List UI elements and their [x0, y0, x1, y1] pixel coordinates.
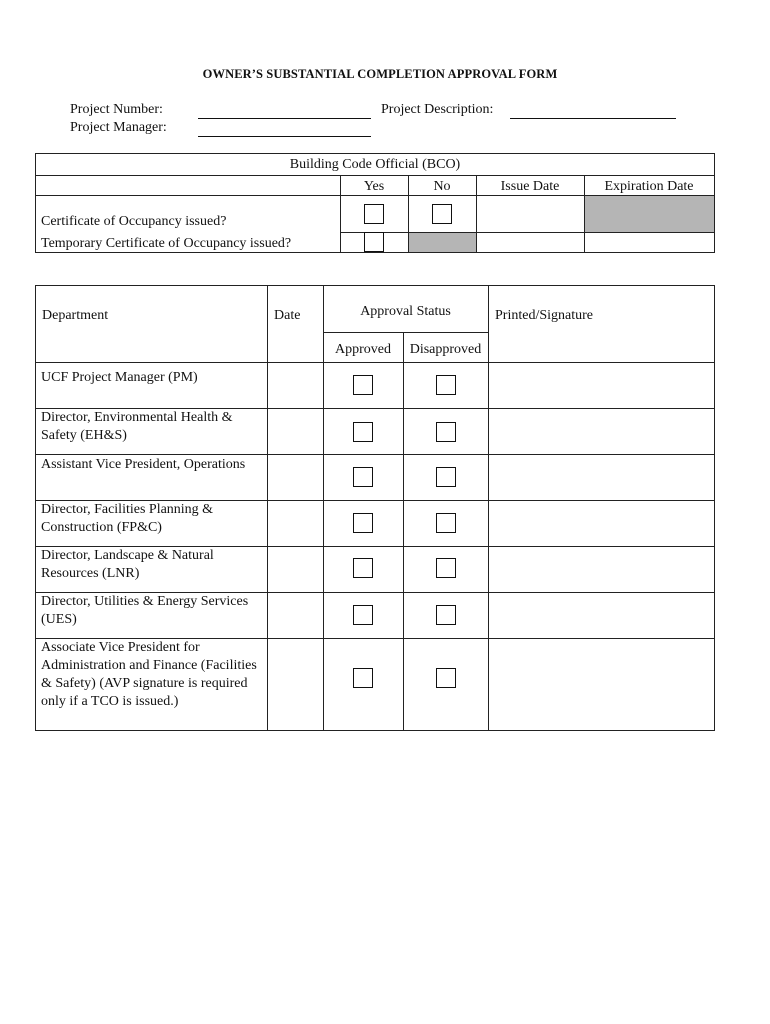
tco-issued-label: Temporary Certificate of Occupancy issued?	[41, 236, 292, 251]
lnr-disapproved-checkbox[interactable]	[436, 558, 456, 578]
department-lnr: Director, Landscape & Natural Resources (LNR)	[41, 548, 214, 581]
co-issued-label: Certificate of Occupancy issued?	[41, 214, 227, 229]
department-fpc: Director, Facilities Planning & Construction (FP&C)	[41, 502, 214, 535]
pm-disapproved-checkbox[interactable]	[436, 375, 456, 395]
col-date: Date	[274, 308, 301, 323]
project-number-label: Project Number:	[70, 102, 163, 117]
pm-approved-checkbox[interactable]	[353, 375, 373, 395]
avp-admin-approved-checkbox[interactable]	[353, 668, 373, 688]
bco-col-no: No	[433, 179, 451, 194]
project-description-field[interactable]	[510, 118, 676, 119]
ehs-disapproved-checkbox[interactable]	[436, 422, 456, 442]
avp-operations-disapproved-checkbox[interactable]	[436, 467, 456, 487]
form-title: OWNER’S SUBSTANTIAL COMPLETION APPROVAL FORM	[202, 67, 558, 81]
project-description-label: Project Description:	[381, 102, 494, 117]
bco-col-expiration-date: Expiration Date	[604, 179, 694, 194]
lnr-approved-checkbox[interactable]	[353, 558, 373, 578]
department-avp-admin-finance: Associate Vice President for Administration and Finance (Facilities & Safety) (AVP signature is required only if a TCO is issued.)	[41, 640, 257, 709]
project-number-field[interactable]	[198, 118, 371, 119]
col-approved: Approved	[335, 342, 391, 357]
department-ehs: Director, Environmental Health & Safety (EH&S)	[41, 410, 233, 443]
bco-col-issue-date: Issue Date	[500, 179, 560, 194]
ues-approved-checkbox[interactable]	[353, 605, 373, 625]
ues-disapproved-checkbox[interactable]	[436, 605, 456, 625]
department-pm: UCF Project Manager (PM)	[41, 370, 198, 385]
tco-no-shaded-cell	[409, 233, 476, 252]
col-printed-signature: Printed/Signature	[495, 308, 593, 323]
project-manager-field[interactable]	[198, 136, 371, 137]
department-avp-operations: Assistant Vice President, Operations	[41, 457, 246, 472]
co-yes-checkbox[interactable]	[364, 204, 384, 224]
fpc-disapproved-checkbox[interactable]	[436, 513, 456, 533]
project-manager-label: Project Manager:	[70, 120, 167, 135]
avp-admin-disapproved-checkbox[interactable]	[436, 668, 456, 688]
expiration-date-shaded-cell	[585, 196, 714, 232]
ehs-approved-checkbox[interactable]	[353, 422, 373, 442]
department-ues: Director, Utilities & Energy Services (UES)	[41, 594, 249, 627]
avp-operations-approved-checkbox[interactable]	[353, 467, 373, 487]
col-disapproved: Disapproved	[409, 342, 482, 357]
bco-header: Building Code Official (BCO)	[289, 157, 461, 172]
col-approval-status: Approval Status	[360, 304, 451, 319]
co-no-checkbox[interactable]	[432, 204, 452, 224]
fpc-approved-checkbox[interactable]	[353, 513, 373, 533]
bco-col-yes: Yes	[363, 179, 385, 194]
tco-yes-checkbox[interactable]	[364, 232, 384, 252]
col-department: Department	[42, 308, 109, 323]
